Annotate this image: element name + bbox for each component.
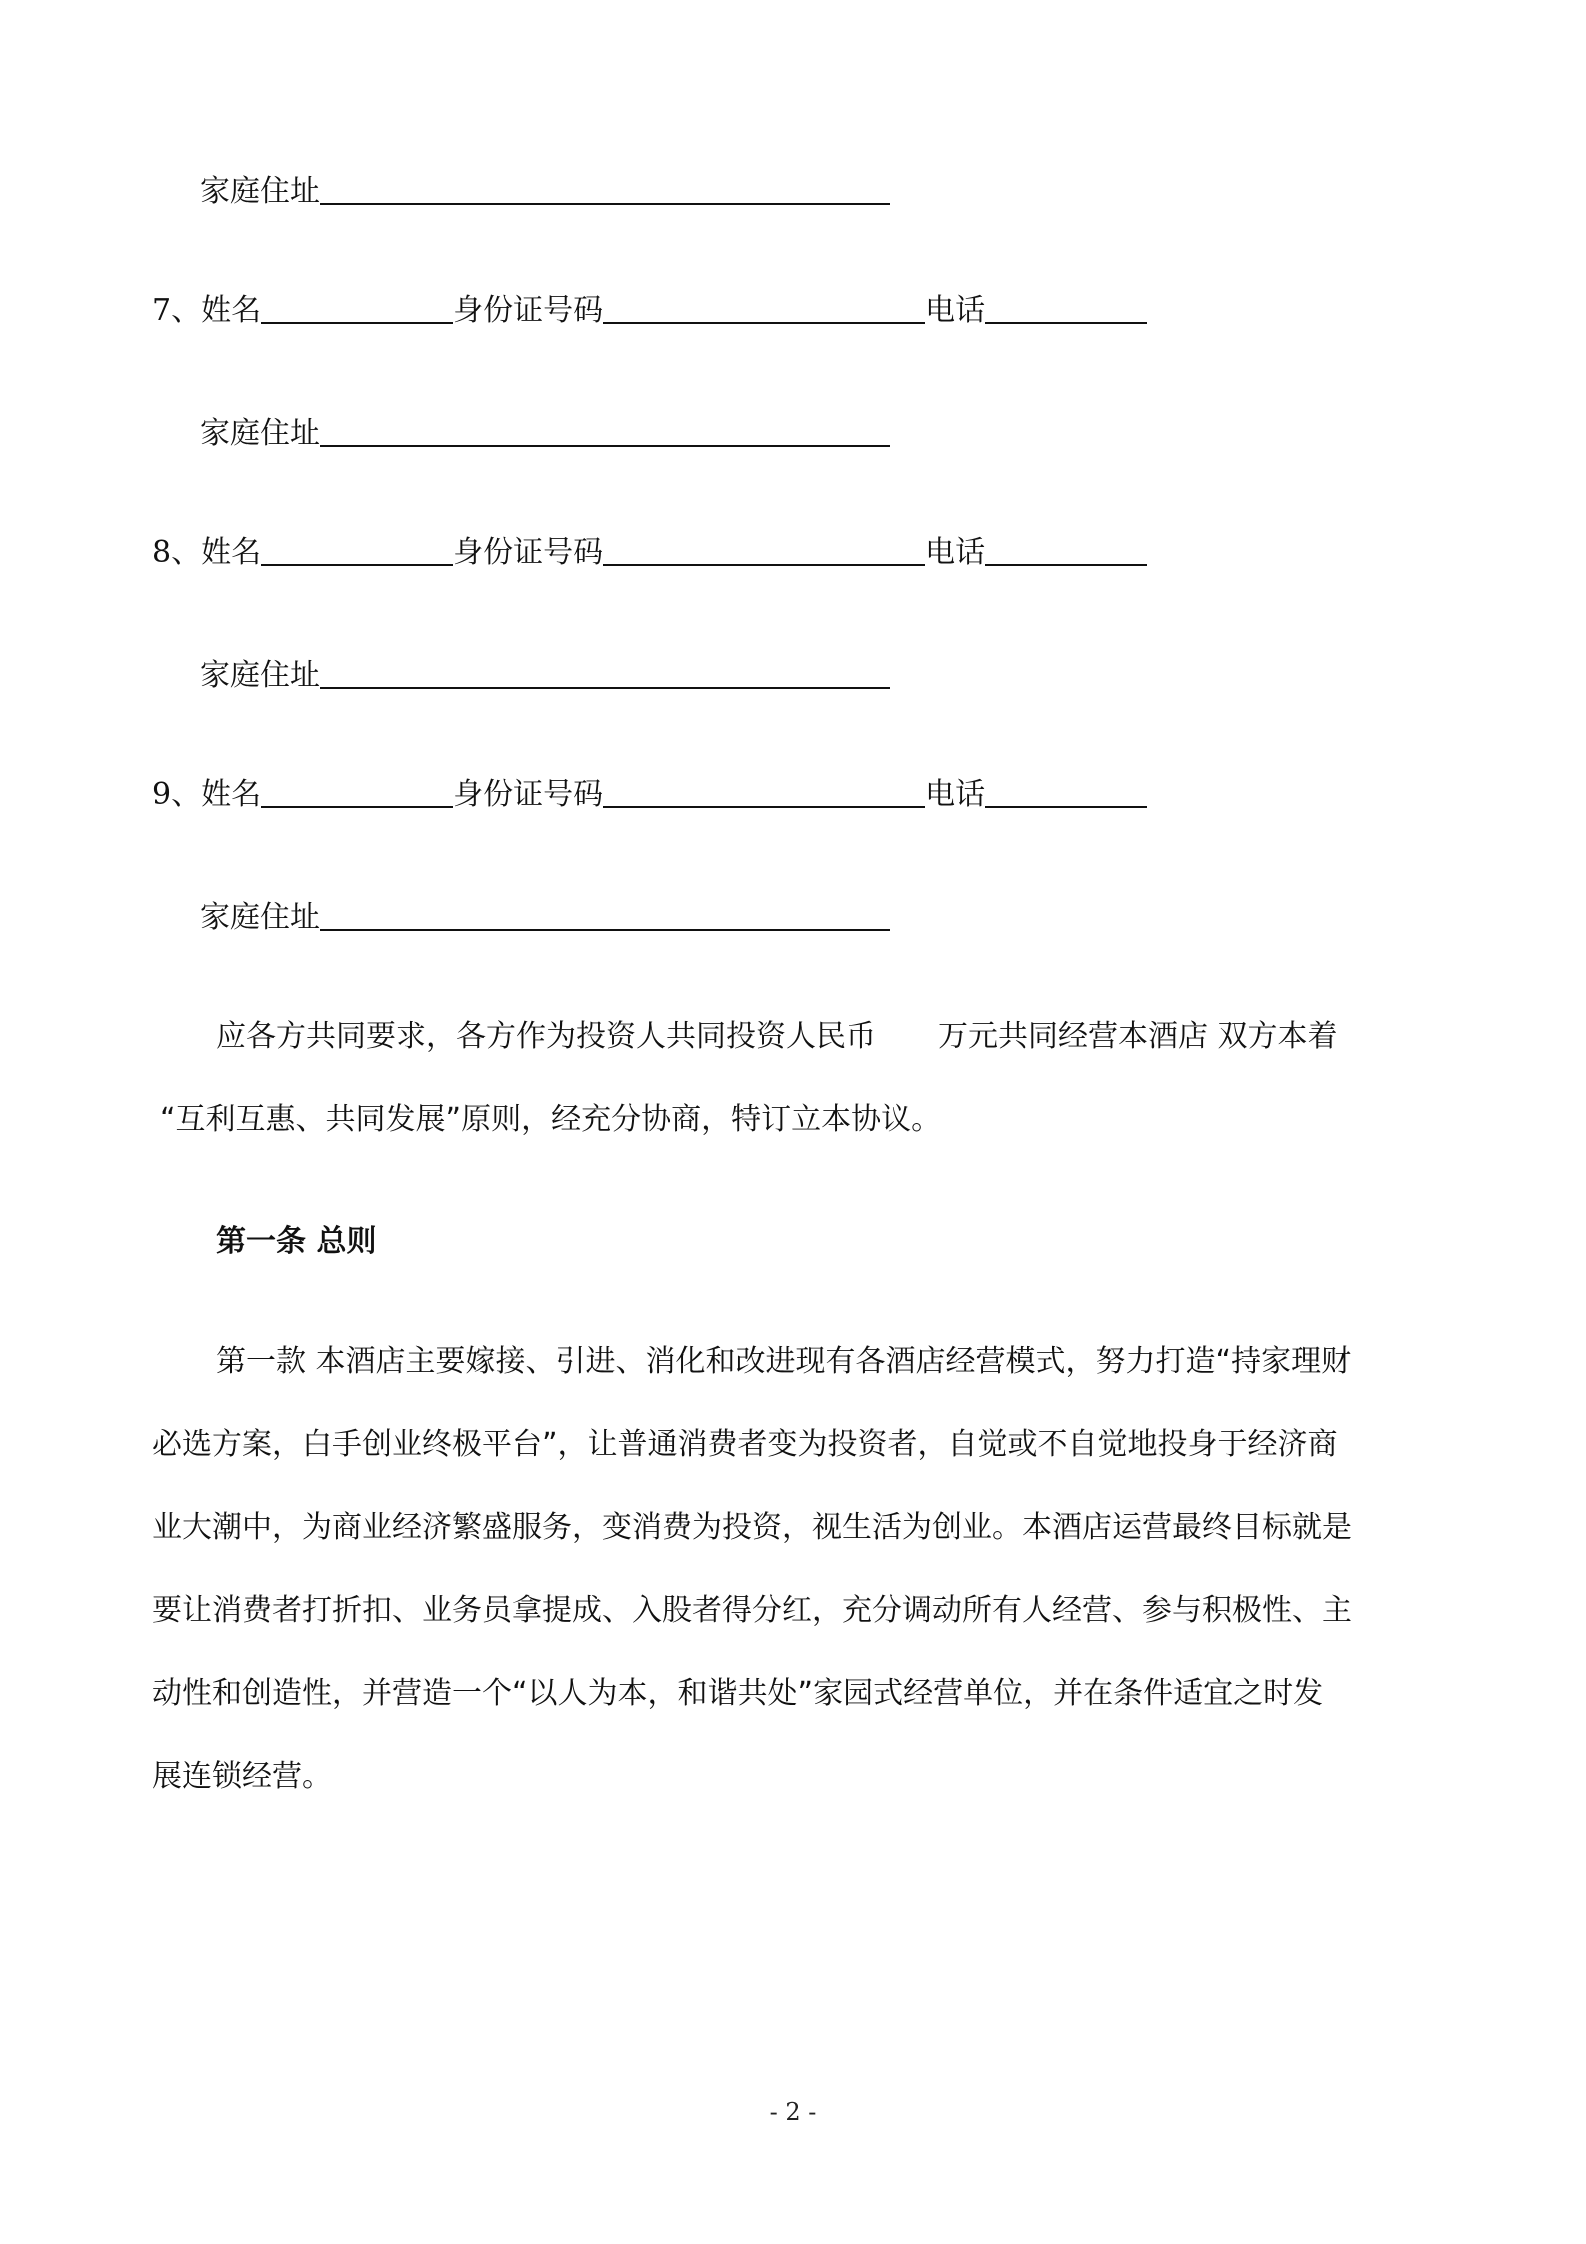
article-line-6: 展连锁经营。 xyxy=(152,1759,332,1794)
address-label: 家庭住址 xyxy=(200,174,320,209)
phone-blank[interactable] xyxy=(985,776,1147,808)
name-label: 姓名 xyxy=(201,535,262,570)
address-label: 家庭住址 xyxy=(200,658,320,693)
address-label: 家庭住址 xyxy=(200,900,320,935)
person-row-8 xyxy=(152,533,1147,573)
id-blank[interactable] xyxy=(603,292,925,324)
article-line-3: 业大潮中，为商业经济繁盛服务，变消费为投资，视生活为创业。本酒店运营最终目标就是 xyxy=(152,1510,1352,1545)
address-row-8 xyxy=(200,656,890,696)
phone-blank[interactable] xyxy=(985,292,1147,324)
name-label: 姓名 xyxy=(201,293,262,328)
article-line-4: 要让消费者打折扣、业务员拿提成、入股者得分红，充分调动所有人经营、参与积极性、主 xyxy=(152,1593,1352,1628)
address-row-9 xyxy=(200,898,890,938)
address-blank[interactable] xyxy=(320,173,890,205)
id-label: 身份证号码 xyxy=(453,293,604,328)
article-line-1: 第一款 本酒店主要嫁接、引进、消化和改进现有各酒店经营模式，努力打造“持家理财 xyxy=(216,1344,1352,1379)
address-row xyxy=(200,172,890,212)
entry-index: 9、 xyxy=(152,777,202,812)
phone-label: 电话 xyxy=(925,777,986,812)
id-label: 身份证号码 xyxy=(453,535,604,570)
article-heading: 第一条 总则 xyxy=(216,1224,377,1259)
name-blank[interactable] xyxy=(261,534,453,566)
phone-label: 电话 xyxy=(925,535,986,570)
name-blank[interactable] xyxy=(261,776,453,808)
address-row-7 xyxy=(200,414,890,454)
article-line-5: 动性和创造性，并营造一个“以人为本，和谐共处”家园式经营单位，并在条件适宜之时发 xyxy=(152,1676,1324,1711)
phone-label: 电话 xyxy=(925,293,986,328)
intro-line-1 xyxy=(216,1017,1338,1057)
address-blank[interactable] xyxy=(320,415,890,447)
page-number: - 2 - xyxy=(769,2098,817,2126)
entry-index: 7、 xyxy=(152,293,202,328)
phone-blank[interactable] xyxy=(985,534,1147,566)
intro-text-1: 应各方共同要求，各方作为投资人共同投资人民币 xyxy=(216,1019,876,1054)
intro-text-2: 万元共同经营本酒店 双方本着 xyxy=(938,1019,1338,1054)
person-row-9 xyxy=(152,775,1147,815)
intro-line-2 xyxy=(160,1100,941,1140)
id-blank[interactable] xyxy=(603,534,925,566)
article-line-2: 必选方案，白手创业终极平台”，让普通消费者变为投资者，自觉或不自觉地投身于经济商 xyxy=(152,1427,1338,1462)
person-row-7 xyxy=(152,291,1147,331)
name-label: 姓名 xyxy=(201,777,262,812)
name-blank[interactable] xyxy=(261,292,453,324)
intro-text-3: “互利互惠、共同发展”原则，经充分协商，特订立本协议。 xyxy=(160,1102,942,1137)
entry-index: 8、 xyxy=(152,535,202,570)
id-blank[interactable] xyxy=(603,776,925,808)
address-blank[interactable] xyxy=(320,899,890,931)
address-blank[interactable] xyxy=(320,657,890,689)
id-label: 身份证号码 xyxy=(453,777,604,812)
address-label: 家庭住址 xyxy=(200,416,320,451)
